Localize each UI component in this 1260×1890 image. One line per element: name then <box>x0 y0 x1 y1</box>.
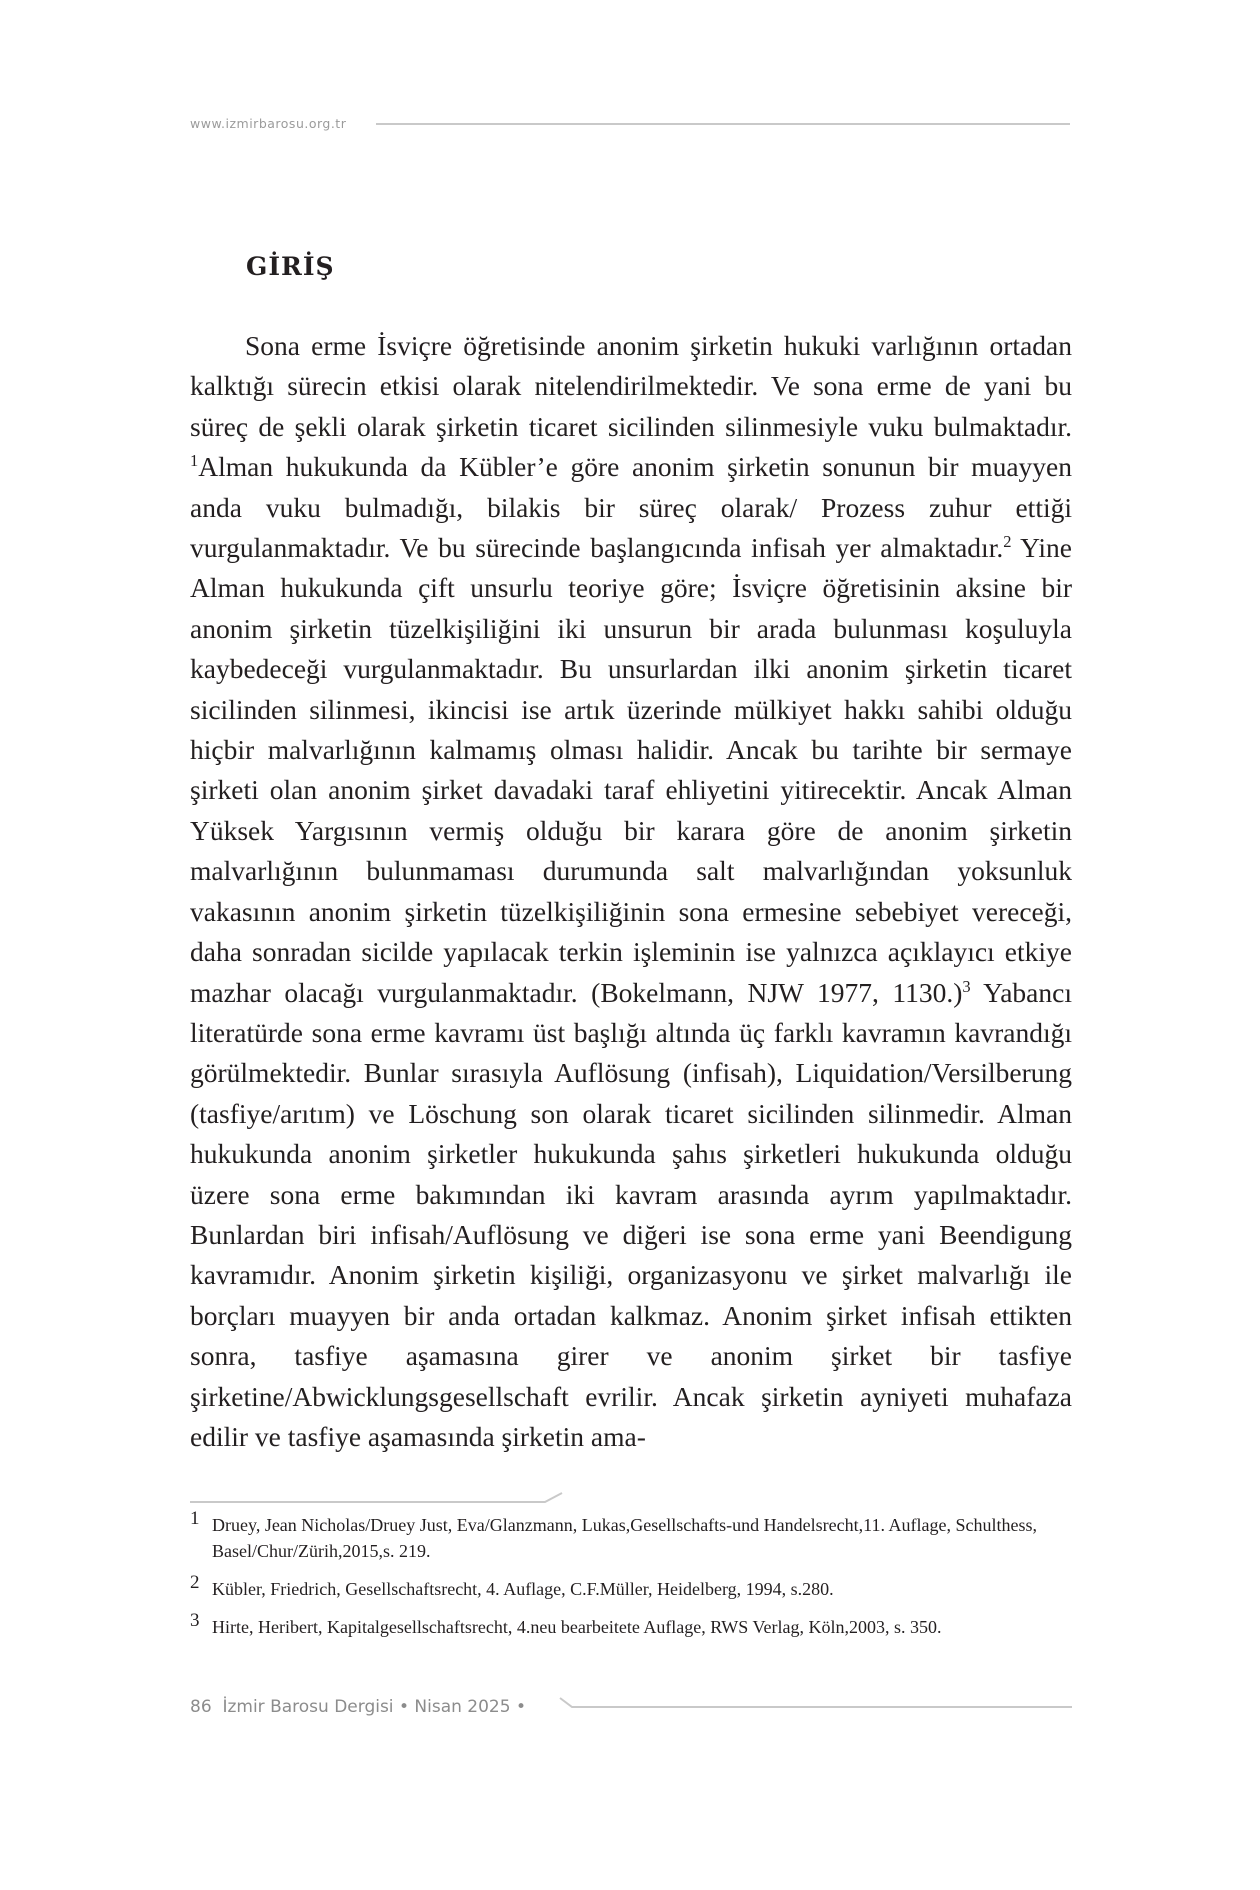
footnote-text: Druey, Jean Nicholas/Druey Just, Eva/Glanzmann, Lukas,Gesellschafts-und Handelsrecht,11. Auflage, Schulthess, Basel/Chur/Zürih,2015,s. 219. <box>212 1515 1037 1561</box>
footnote-text: Kübler, Friedrich, Gesellschaftsrecht, 4. Auflage, C.F.Müller, Heidelberg, 1994, s.280. <box>212 1579 834 1599</box>
header-rule <box>376 123 1070 125</box>
issue-date: Nisan 2025 <box>414 1697 511 1717</box>
body-text-part-2: Alman hukukunda da Kübler’e göre anonim şirketin sonunun bir muayyen anda vuku bulmadığı, bilakis bir süreç olarak/ Prozess zuhur ettiği vurgulanmaktadır. Ve bu sürecinde başlangıcında infisah yer almaktadır. <box>190 451 1072 564</box>
journal-name: İzmir Barosu Dergisi <box>222 1697 394 1717</box>
footer-separator: • <box>398 1697 409 1717</box>
footnote-text: Hirte, Heribert, Kapitalgesellschaftsrecht, 4.neu bearbeitete Auflage, RWS Verlag, Köln,2003, s. 350. <box>212 1617 942 1637</box>
body-text-part-3: Yine Alman hukukunda çift unsurlu teoriye göre; İsviçre öğretisinin aksine bir anonim şirketin tüzelkişiliğini iki unsurun bir arada bulunması koşuluyla kaybedeceği vurgulanmaktadır. Bu unsurlardan ilki anonim şirketin ticaret sicilinden silinmesi, ikincisi ise artık üzerinde mülkiyet hakkı sahibi olduğu hiçbir malvarlığının kalmamış olması halidir. Ancak bu tarihte bir sermaye şirketi olan anonim şirket davadaki taraf ehliyetini yitirecektir. Ancak Alman Yüksek Yargısının vermiş olduğu bir karara göre de anonim şirketin malvarlığının bulunmaması durumunda salt malvarlığından yoksunluk vakasının anonim şirketin tüzelkişiliğinin sona ermesine sebebiyet vereceği, daha sonradan sicilde yapılacak terkin işleminin ise yalnızca açıklayıcı etkiye mazhar olacağı vurgulanmaktadır. (Bokelmann, NJW 1977, 1130.) <box>190 532 1073 1008</box>
header-url: www.izmirbarosu.org.tr <box>190 116 347 131</box>
page-number: 86 <box>190 1697 212 1717</box>
footnote <box>190 1610 1072 1640</box>
section-heading: GİRİŞ <box>246 252 335 281</box>
footer-separator: • <box>515 1697 526 1717</box>
footnote-number: 1 <box>190 1508 200 1529</box>
footnotes <box>190 1508 1072 1652</box>
footnote-separator <box>190 1492 580 1504</box>
footnote-number: 3 <box>190 1610 200 1631</box>
body-text-part-4: Yabancı literatürde sona erme kavramı üst başlığı altında üç farklı kavramın kavrandığı görülmektedir. Bunlar sırasıyla Auflösung (infisah), Liquidation/Versilberung (tasfiye/arıtım) ve Löschung son olarak ticaret sicilinden silinmedir. Alman hukukunda anonim şirketler hukukunda şahıs şirketleri hukukunda olduğu üzere sona erme bakımından iki kavram arasında ayrım yapılmaktadır. Bunlardan biri infisah/Auflösung ve diğeri ise sona erme yani Beendigung kavramıdır. Anonim şirketin kişiliği, organizasyonu ve şirket malvarlığı ile borçları muayyen bir anda ortadan kalkmaz. Anonim şirket infisah ettikten sonra, tasfiye aşamasına girer ve anonim şirket bir tasfiye şirketine/Abwicklungsgesellschaft evrilir. Ancak şirketin ayniyeti muhafaza edilir ve tasfiye aşamasında şirketin ama- <box>190 976 1072 1452</box>
footnote <box>190 1572 1072 1602</box>
footer-text <box>190 1694 526 1720</box>
footnote-ref-3: 3 <box>962 976 971 996</box>
running-header <box>190 112 1070 136</box>
body-text-part-1: Sona erme İsviçre öğretisinde anonim şirketin hukuki varlığının ortadan kalktığı sürecin etkisi olarak nitelendirilmektedir. Ve sona erme de yani bu süreç de şekli olarak şirketin ticaret sicilinden silinmesiyle vuku bulmaktadır. <box>190 330 1072 442</box>
page-footer <box>190 1694 1072 1724</box>
footnote-ref-1: 1 <box>190 451 199 471</box>
footnote-ref-2: 2 <box>1003 531 1012 551</box>
footnote-number: 2 <box>190 1572 200 1593</box>
body-paragraph <box>190 326 1072 1457</box>
footnote <box>190 1508 1072 1564</box>
